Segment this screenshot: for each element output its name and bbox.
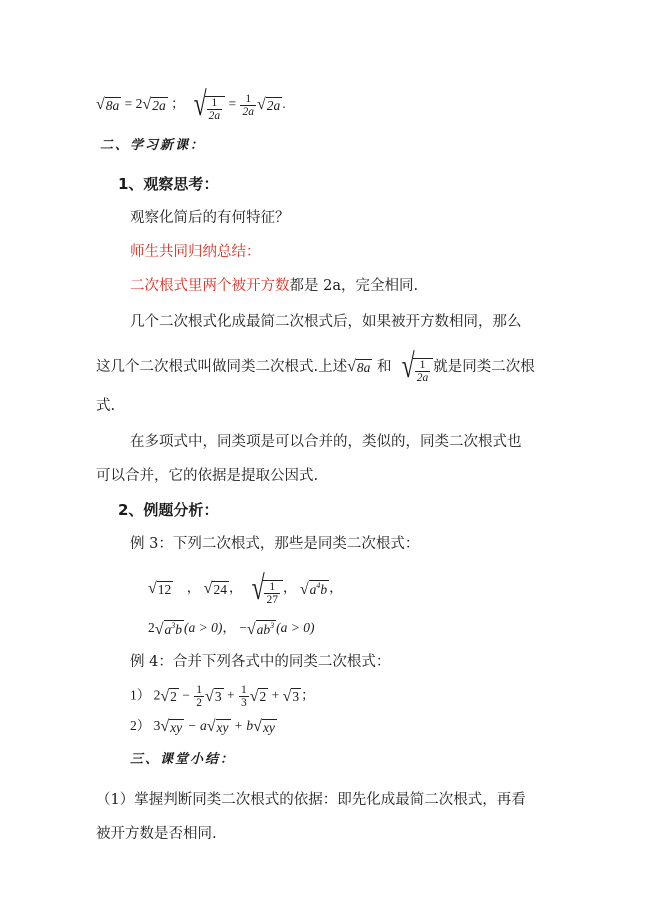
problem-label: 1） (130, 687, 151, 703)
comma: ， (186, 580, 201, 596)
punctuation: ； (301, 687, 315, 703)
radicand: 8a (105, 97, 120, 113)
radical: √ xy (253, 718, 275, 736)
denominator: 2a (416, 372, 429, 384)
fraction (264, 581, 280, 606)
radical: √ 2 (249, 687, 267, 705)
numerator: 1 (196, 684, 203, 696)
radicand: b (175, 622, 183, 638)
radical: √ $\frac{1}{2a}$ (396, 350, 433, 384)
radicand: xy (216, 719, 229, 735)
radical: √ 2a (256, 96, 281, 114)
paragraph-text: 这几个二次根式叫做同类二次根式.上述 (96, 359, 348, 375)
comma: ， (282, 580, 297, 596)
radicand: 8a (356, 359, 371, 375)
coefficient: 2 (148, 620, 155, 635)
paragraph-line (96, 350, 535, 384)
top-formula (96, 88, 286, 122)
comma: ， (329, 580, 343, 596)
paragraph-line (130, 276, 418, 296)
example-title: 例 4：合并下列各式中的同类二次根式： (130, 654, 391, 670)
example-title: 例 3：下列二次根式，那些是同类二次根式： (130, 536, 420, 552)
paragraph-line: 观察化简后的有何特征？ (130, 210, 290, 226)
radicand: xy (170, 719, 183, 735)
example-problem (130, 684, 315, 709)
period: . (282, 96, 286, 112)
condition: (a > 0) (276, 620, 315, 635)
paragraph-text: 都是 2a，完全相同. (289, 278, 419, 294)
separator: ； (171, 96, 185, 112)
highlight-text: 二次根式里两个被开方数 (130, 278, 290, 294)
subsection-heading: 1、观察思考： (118, 175, 219, 193)
radicand: 2a (266, 97, 281, 113)
radicand: 2 (259, 689, 267, 705)
radical: √ $a^4b$ (299, 580, 328, 598)
radicand: 24 (213, 581, 227, 597)
radical: √ $\frac{1}{27}$ (246, 572, 283, 606)
radicand: a (164, 622, 172, 638)
radical: √ $ab^3$ (246, 620, 275, 638)
radical: √ xy (206, 718, 229, 736)
radical: √ xy (160, 718, 183, 736)
paragraph-line: 式. (96, 398, 116, 414)
comma: ， (222, 620, 236, 635)
minus-sign: − (239, 620, 247, 635)
section-heading: 三、课堂小结： (130, 752, 236, 767)
problem-label: 2） (130, 718, 151, 733)
fraction (240, 93, 256, 118)
radical: √ 2 (160, 687, 177, 705)
radical: √ 3 (205, 687, 222, 705)
radicand: 12 (157, 581, 172, 597)
condition: (a > 0) (184, 620, 223, 635)
numerator: 1 (240, 684, 247, 696)
radicand: a (309, 582, 317, 598)
equals: = 2 (124, 96, 143, 112)
radical: √ 24 (203, 580, 227, 598)
operator: + b (233, 718, 254, 733)
radical: √ 12 (148, 580, 172, 598)
radical: √ 8a (347, 358, 371, 376)
radical: √ 2a (142, 96, 166, 114)
section-heading: 二、学习新课： (100, 138, 206, 153)
equals: = (228, 96, 237, 112)
denominator: 2a (208, 110, 221, 122)
exponent: 3 (270, 621, 275, 631)
comma: ， (228, 580, 243, 596)
denominator: 27 (266, 594, 278, 606)
operator: + (226, 687, 235, 703)
denominator: 2a (242, 105, 254, 118)
fraction (239, 684, 249, 709)
fraction (415, 359, 431, 384)
operator: − a (187, 718, 207, 733)
radical: √ $\frac{1}{2a}$ (188, 88, 225, 122)
summary-label: 师生共同归纳总结： (130, 244, 261, 260)
paragraph-line: 可以合并，它的依据是提取公因式. (96, 468, 319, 484)
paragraph-line: 被开方数是否相同. (96, 826, 217, 842)
example-problem (130, 716, 277, 736)
subsection-heading: 2、例题分析： (118, 501, 219, 519)
radicand: 3 (214, 689, 222, 705)
radicand: 3 (292, 689, 300, 705)
radical: √ 3 (282, 687, 300, 705)
radicand: b (320, 582, 328, 598)
paragraph-line: 在多项式中，同类项是可以合并的，类似的，同类二次根式也 (130, 434, 522, 450)
fraction (194, 684, 204, 709)
radicand: ab (256, 622, 271, 638)
operator: + (271, 687, 280, 703)
radicand: xy (262, 719, 275, 735)
operator: − (182, 687, 190, 703)
fraction (207, 97, 223, 122)
example-formulas (148, 618, 315, 638)
radicand: 2a (152, 97, 166, 113)
radicand: 2 (170, 689, 177, 705)
numerator: 1 (211, 97, 218, 109)
example-formulas (148, 572, 343, 606)
denominator: 2 (196, 697, 203, 709)
exponent: 4 (316, 581, 321, 591)
numerator: 1 (269, 581, 276, 593)
denominator: 3 (240, 697, 247, 709)
radical: √ $a^3b$ (154, 620, 183, 638)
radical: √ 8a (96, 96, 120, 114)
coefficient: 3 (153, 718, 161, 733)
paragraph-text: 就是同类二次根 (433, 359, 535, 375)
numerator: 1 (245, 92, 252, 105)
numerator: 1 (419, 359, 426, 371)
coefficient: 2 (153, 687, 161, 703)
exponent: 3 (171, 621, 176, 631)
paragraph-line: 几个二次根式化成最简二次根式后，如果被开方数相同，那么 (130, 314, 522, 330)
paragraph-text: 和 (377, 359, 392, 375)
paragraph-line: （1）掌握判断同类二次根式的依据：即先化成最简二次根式，再看 (96, 792, 526, 808)
